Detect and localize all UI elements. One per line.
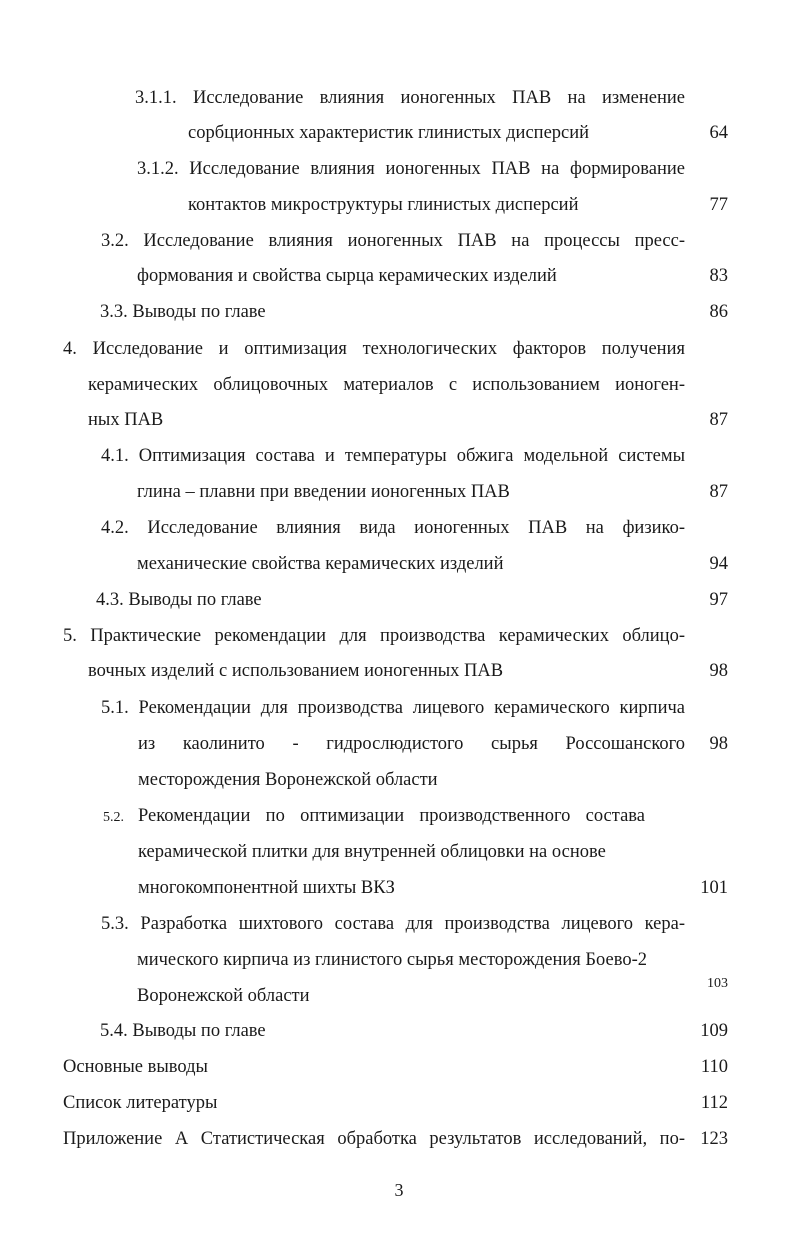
toc-line: Рекомендации по оптимизации производственного состава [138, 806, 645, 826]
toc-page-number: 64 [709, 123, 728, 143]
toc-line: 3.3. Выводы по главе [100, 302, 266, 322]
toc-line: месторождения Воронежской области [138, 770, 438, 790]
toc-line: вочных изделий с использованием ионогенных ПАВ [88, 661, 504, 681]
toc-page-number: 86 [709, 302, 728, 322]
toc-line: Список литературы [63, 1093, 218, 1113]
toc-line: 5. Практические рекомендации для производства керамических облицо- [63, 626, 685, 646]
toc-line: 3.1.2. Исследование влияния ионогенных ПАВ на формирование [137, 159, 685, 179]
toc-line: ных ПАВ [88, 410, 164, 430]
toc-line: 5.1. Рекомендации для производства лицевого керамического кирпича [101, 698, 685, 718]
page-number: 3 [394, 1180, 404, 1200]
toc-page-number: 77 [709, 195, 728, 215]
toc-line: 5.3. Разработка шихтового состава для производства лицевого кера- [101, 914, 685, 934]
toc-line: 3.2. Исследование влияния ионогенных ПАВ на процессы пресс- [101, 231, 685, 251]
toc-page-number: 123 [700, 1129, 728, 1149]
toc-line: 5.4. Выводы по главе [100, 1021, 266, 1041]
toc-line: 4.1. Оптимизация состава и температуры обжига модельной системы [101, 446, 685, 466]
toc-line: из каолинито - гидрослюдистого сырья Россошанского [138, 734, 685, 754]
toc-line: 4.3. Выводы по главе [96, 590, 262, 610]
toc-page-number: 97 [709, 590, 728, 610]
toc-line: Основные выводы [63, 1057, 208, 1077]
toc-page-number: 98 [709, 734, 728, 754]
toc-line: формования и свойства сырца керамических изделий [137, 266, 557, 286]
toc-line: многокомпонентной шихты ВКЗ [138, 878, 395, 898]
toc-page-number: 87 [709, 482, 728, 502]
toc-line: 4.2. Исследование влияния вида ионогенных ПАВ на физико- [101, 518, 685, 538]
toc-line: 4. Исследование и оптимизация технологических факторов получения [63, 339, 685, 359]
toc-line: керамической плитки для внутренней облицовки на основе [138, 842, 606, 862]
toc-line: сорбционных характеристик глинистых дисперсий [188, 123, 590, 143]
toc-line: контактов микроструктуры глинистых дисперсий [188, 195, 579, 215]
toc-page-number: 87 [709, 410, 728, 430]
toc-page-number: 101 [700, 878, 728, 898]
toc-page-number: 109 [700, 1021, 728, 1041]
toc-line: мического кирпича из глинистого сырья месторождения Боево-2 [137, 950, 647, 970]
toc-line: Приложение А Статистическая обработка результатов исследований, по- [63, 1129, 685, 1149]
toc-page-number: 103 [707, 976, 728, 991]
toc-line: Воронежской области [137, 986, 310, 1006]
toc-line: глина – плавни при введении ионогенных ПАВ [137, 482, 510, 502]
toc-page-number: 112 [700, 1093, 728, 1113]
toc-line: керамических облицовочных материалов с использованием ионоген- [88, 375, 685, 395]
toc-page-number: 110 [700, 1057, 728, 1077]
toc-line: механические свойства керамических изделий [137, 554, 504, 574]
toc-line: 3.1.1. Исследование влияния ионогенных ПАВ на изменение [135, 88, 685, 108]
toc-page-number: 94 [709, 554, 728, 574]
toc-page-number: 83 [709, 266, 728, 286]
toc-page-number: 98 [709, 661, 728, 681]
toc-section-number: 5.2. [103, 810, 124, 825]
